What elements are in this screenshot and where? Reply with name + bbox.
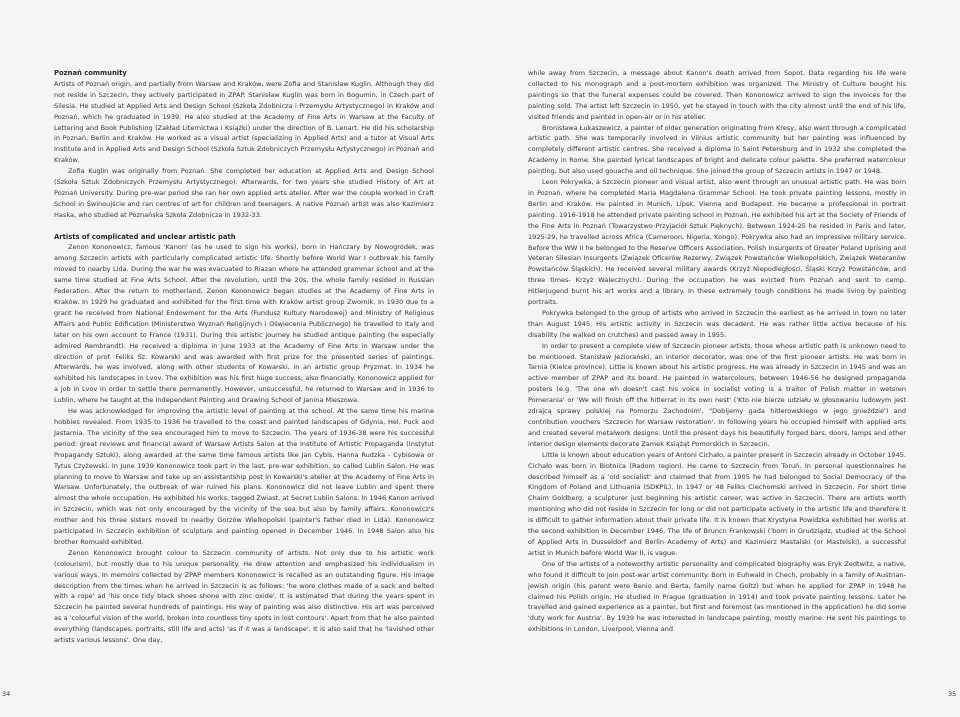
paragraph: Zofia Kuglin was originally from Poznań. She completed her education at Applied Arts and Design School (Szkoła Sztuk Zdobniczych Przemysłu Artystycznego). Afterwards, for two years she studied History of Art at Poznań University. During pre-war period she ran her own applied arts atelier. After war the couple worked in Craft School in Świnoujście and ran centres of art for children and teenagers. A native Poznań artist was also Kazimierz Haska, who studied at Poznańska Szkoła Zdobnicza in 1932-33. bbox=[54, 167, 434, 219]
paragraph: Bronisława Łukaszewicz, a painter of older generation originating from Kresy, also went through a complicated artistic path. She was temporarily involved in Vilnius artistic community but her painting was influenced by completely different artistic centres. She received a diploma in Saint Petersburg and in 1932 she completed the Academy in Rome. She painted lyrical landscapes of bright and delicate colour palette. She preferred watercolour painting, but also used gouache and oil technique. She joined the group of Szczecin artists in 1947 or 1948. bbox=[528, 123, 906, 176]
paragraph: while away from Szczecin, a message about Kanon's death arrived from Sopot. Data regarding his life were collected to his monograph and a post-mortem exhibition was organized. The Ministry of Culture bought his paintings so that the funeral expenses could be covered. Then Kononowicz arrived to sign the invoices for the painting sold. The artist left Szczecin in 1950, yet he stayed in touch with the city almost until the end of his life, visited friends and painted in open-air or in his atelier. bbox=[528, 69, 906, 121]
left-page-column bbox=[54, 68, 434, 646]
paragraph: One of the artists of a noteworthy artistic personality and complicated biography was Eryk Zedtwitz, a native, who found it difficult to join post-war artist community. Born in Euhwald in Chech, probably in a family of Austrian-jewish origin (his parent were Benio and Berta, family name Goltz) but when he applied for ZPAP in 1948 he claimed his Polish origin. He studied in Prague (graduation in 1914) and took private painting lessons. Later he travelled and gained experience as a painter, but first and foremost (as mentioned in the application) he did some 'duty work for Austria'. By 1939 he was interested in landscape painting, mostly marine. He sent his paintings to exhibitions in London, Liverpool, Vienna and bbox=[528, 559, 906, 634]
section-gap bbox=[54, 221, 434, 232]
paragraph: In order to present a complete view of Szczecin pioneer artists, those whose artistic path is unknown need to be mentioned. Stanisław Jeziorański, an interior decorator, was one of the first pioneer artists. He was born in Tarnia (Kielce province). Little is known about his artistic progress. He was already in Szczecin in 1945 and was an active member of ZPAP and its board. He painted in watercolours, between 1946-56 he designed propaganda posters (e.g. 'The one wh doesn't cast his voice in socialist voting is a traitor of Polish matter in wetsren Pomerania' or 'We will finish off the hitlerrat in its own nest' ('Kto nie bierze udziału w głosowaniu ludowym jest zdrajcą sprawy polskiej na Pomorzu Zachodnim', "Dobijemy gada hitlerowskiego w jego gnieździe') and contribution vouchers 'Szczecin for Warsaw restoration'. In following years he occupied himself with applied arts and created several metalwork designs. Until the present days his beautifully forged bars, doors, lamps and other interior design elements decorate Zamek Książąt Pomorskich in Szczecin. bbox=[528, 341, 906, 448]
right-page-column bbox=[528, 68, 906, 635]
page-number-left: 34 bbox=[2, 690, 11, 698]
paragraph: He was acknowledged for improving the artistic level of painting at the school. At the same time his marine hobbies revealed. From 1935 to 1936 he travelled to the coast and painted landscapes of Gdynia, Hel, Puck and Jastarnia. The vicinity of the sea encouraged him to move to Szczecin. The years of 1936-38 were his successful period: great reviews and financial award of Warsaw Artists Salon at the Institute of Artistic Propaganda (Instytut Propagandy Sztuki), along awarded at the same time famous artists like Jan Cybis, Hanna Rudzka - Cybisowa or Tytus Czyżewski. In June 1939 Kononowicz took part in the last, pre-war exhibition, so called Lublin Salon. He was planning to move to Warsaw and take up an assistantship post in Kowarski's atelier at the Academy of Fine Arts in Warsaw. Unfortunately, the outbreak of war ruined his plans. Kononowicz did not leave Lublin and spent there almost the whole occupation. He exhibited his works, tagged Zwiast, at Secret Lublin Salons. In 1946 Kanon arrived in Szczecin, which was not only encouraged by the vicinity of the sea but also by family affairs. Kononowicz's mother and his three sisters moved to nearby Gorzów Wielkopolski (painter's father died in Lida). Kononowicz participated in Szczecin exhibition of sculpture and painting opened in December 1946. In 1948 Salon also his brother Romuald exhibited. bbox=[54, 407, 434, 546]
section-heading-poznan: Poznań community bbox=[54, 69, 127, 77]
paragraph: Little is known about education years of Antoni Cichało, a painter present in Szczecin already in October 1945. Cichało was born in Biotnica (Radom region). He came to Szczecin from Toruń. In personal questionnaires he described himself as a 'old socialist' and claimed that from 1905 he had belonged to Social Democracy of the Kingdom of Poland and Lithuania (SDKPiL). In 1947 or 48 Feliks Ciechomski arrived in Szczecin. For short time Chaim Goldberg, a sculpturer just beginning his artistic career, was active in Szczecin. There are artists worth mentioning who did not reside in Szczecin for long or did not participate actively in the artistic life and therefore it is difficult to gather information about their private life. It is known that Krystyna Powidzka exhibited her works at the second exhibition in December 1946. The life of Bruncn Frankowski ('born in Grudziądz, studied at the School of Applied Arts in Dusseldorf and Berlin Academy of Arts) and Kazimierz Mastalski (or Mastelski), a successful artist in Munich before World War II, is vague. bbox=[528, 450, 906, 557]
paragraph: Zenon Kononowicz, famous 'Kanon' (as he used to sign his works), born in Hańczary by Nowogródek, was among Szczecin artists with particularly complicated artistic life. Shortly before World War I outbreak his family moved to nearby Lida. During the war he was evacuated to Riazan where he attended grammar school and at the same time studied at Fine Arts School. After the revolution, until the 20s, the whole family resided in Russian Federation. After the return to motherland, Zenon Kononowicz began studies at the Academy of Fine Arts in Kraków. In 1929 he graduated and exhibited for the first time with Kraków artist group Zwornik. In 1930 due to a grant he received from National Endowment for the Arts (Fundusz Kultury Narodowej) and Ministry of Religious Affairs and Public Edification (Ministerstwo Wyznań Religijnych i Oświecenia Publicznego) he travelled to Italy and later on his own account to France (1931). During this artistic journey he studied antique painting (he especially admired Rembrandt). He received a diploma in June 1933 at the Academy of Fine Arts in Warsaw under the direction of prof. Feliks Sz. Kowarski and was awarded with first prize for the presented series of paintings. Afterwards, he was involved, along with other students of Kowarski, in an artistic group Pryzmat. In 1934 he exhibited his landscapes in Lvov. The exhibition was his first huge success, also financially. Kononowicz applied for a job in Lvov in order to settle there permanently. However, unsuccessful, he returned to Warsaw and in 1936 to Lublin, where he taught at the Independent Painting and Drawing School of Janina Mieszowa. bbox=[54, 243, 434, 405]
paragraph: Artists of Poznań origin, and partially from Warsaw and Kraków, were Zofia and Stanisław Kuglin. Although they did not reside in Szczecin, they actively participated in ZPAP. Stanisław Kuglin was born in Bogumin, in Czech part of Silesia. He studied at Applied Arts and Design School (Szkoła Zdobnicza i Przemysłu Artystycznego) in Kraków and Poznań, which he graduated in 1939. He also studied at the Academy of Fine Arts in Warsaw at the Faculty of Lettering and Book Publishing (Zakład Liternictwa i Książki) under the direction of B. Lenart. He did his scholarship in Poznań, Berlin and Kraków. He worked as a visual artist (specializing in Applied Arts) and a tutor at Visual Arts Institute and in Applied Arts and Design School (Szkoła Sztuk Zdobniczych Przemysłu Artystycznego) in Poznań and Kraków. bbox=[54, 79, 434, 165]
section-heading-artists: Artists of complicated and unclear artistic path bbox=[54, 232, 236, 241]
page-number-right: 35 bbox=[948, 690, 957, 698]
paragraph: Pokrywka belonged to the group of artists who arrived in Szczecin the earliest as he arrived in town no later than August 1945. His artistic activity in Szczecin was decadent. He was rather little active because of his disability (he walked on crutches) and passed away in 1955. bbox=[528, 308, 906, 339]
paragraph: Zenon Kononowicz brought colour to Szczecin community of artists. Not only due to his artistic work (colourism), but mostly due to his unique personality. He drew attention and emphasized his individualism in various ways. In memoirs collected by ZPAP members Kononowicz is recalled as an outstanding figure. His image description from the times when he arrived in Szczecin is as follows: 'he wore clothes made of a sack and belted with a rope' ad 'his once tidy black shoes shone with zinc oxide'. It is estimated that during the years spent in Szczecin he painted several hundreds of paintings. His way of painting was also distinctive. His art was perceived as a 'colourful vision of the world, broken into countless tiny spots in lost contours'. Apart from that he also painted everything (landscapes, portraits, still life and acts) 'as if it was a landscape'. It is also said that he 'lavished other artists various lessons'. One day, bbox=[54, 548, 434, 645]
paragraph: Leon Pokrywka, a Szczecin pioneer and visual artist, also went through an unusual artistic path. He was born in Poznań, where he completed Maria Magdalena Grammar School. He took private painting lessons, mostly in Berlin and Kraków. He painted in Munich, Lipsk, Vienna and Budapest. He became a professional in portrait painting. 1916-1918 he attended private painting school in Poznań. He exhibited his art at the Society of Friends of the Fine Arts in Poznań (Towarzystwo Przyjaciół Sztuk Pięknych). Between 1924-25 he resided in Paris and later, 1925-29, he travelled across Africa (Cameroon, Nigeria, Kongo). Pokrywka also had an impressive military service. Before the WW II he belonged to the Reserve Officers Association, Polish Insurgents of Greater Poland Uprising and Veteran Silesian Insurgents (Związek Oficerów Rezerwy, Związek Powstańców Wielkopolskich, Związek Weteranów Powstańców Śląskich). He received several military awards (Krzyż Niepodległości, Śląski Krzyż Powstańców, and three times- Krzyż Walecznych). During the occupation he was evicted from Poznań and sent to camp. Hitlerjugend burnt his art works and a library. In these extremely tough conditions he made living by painting portraits. bbox=[528, 178, 906, 307]
